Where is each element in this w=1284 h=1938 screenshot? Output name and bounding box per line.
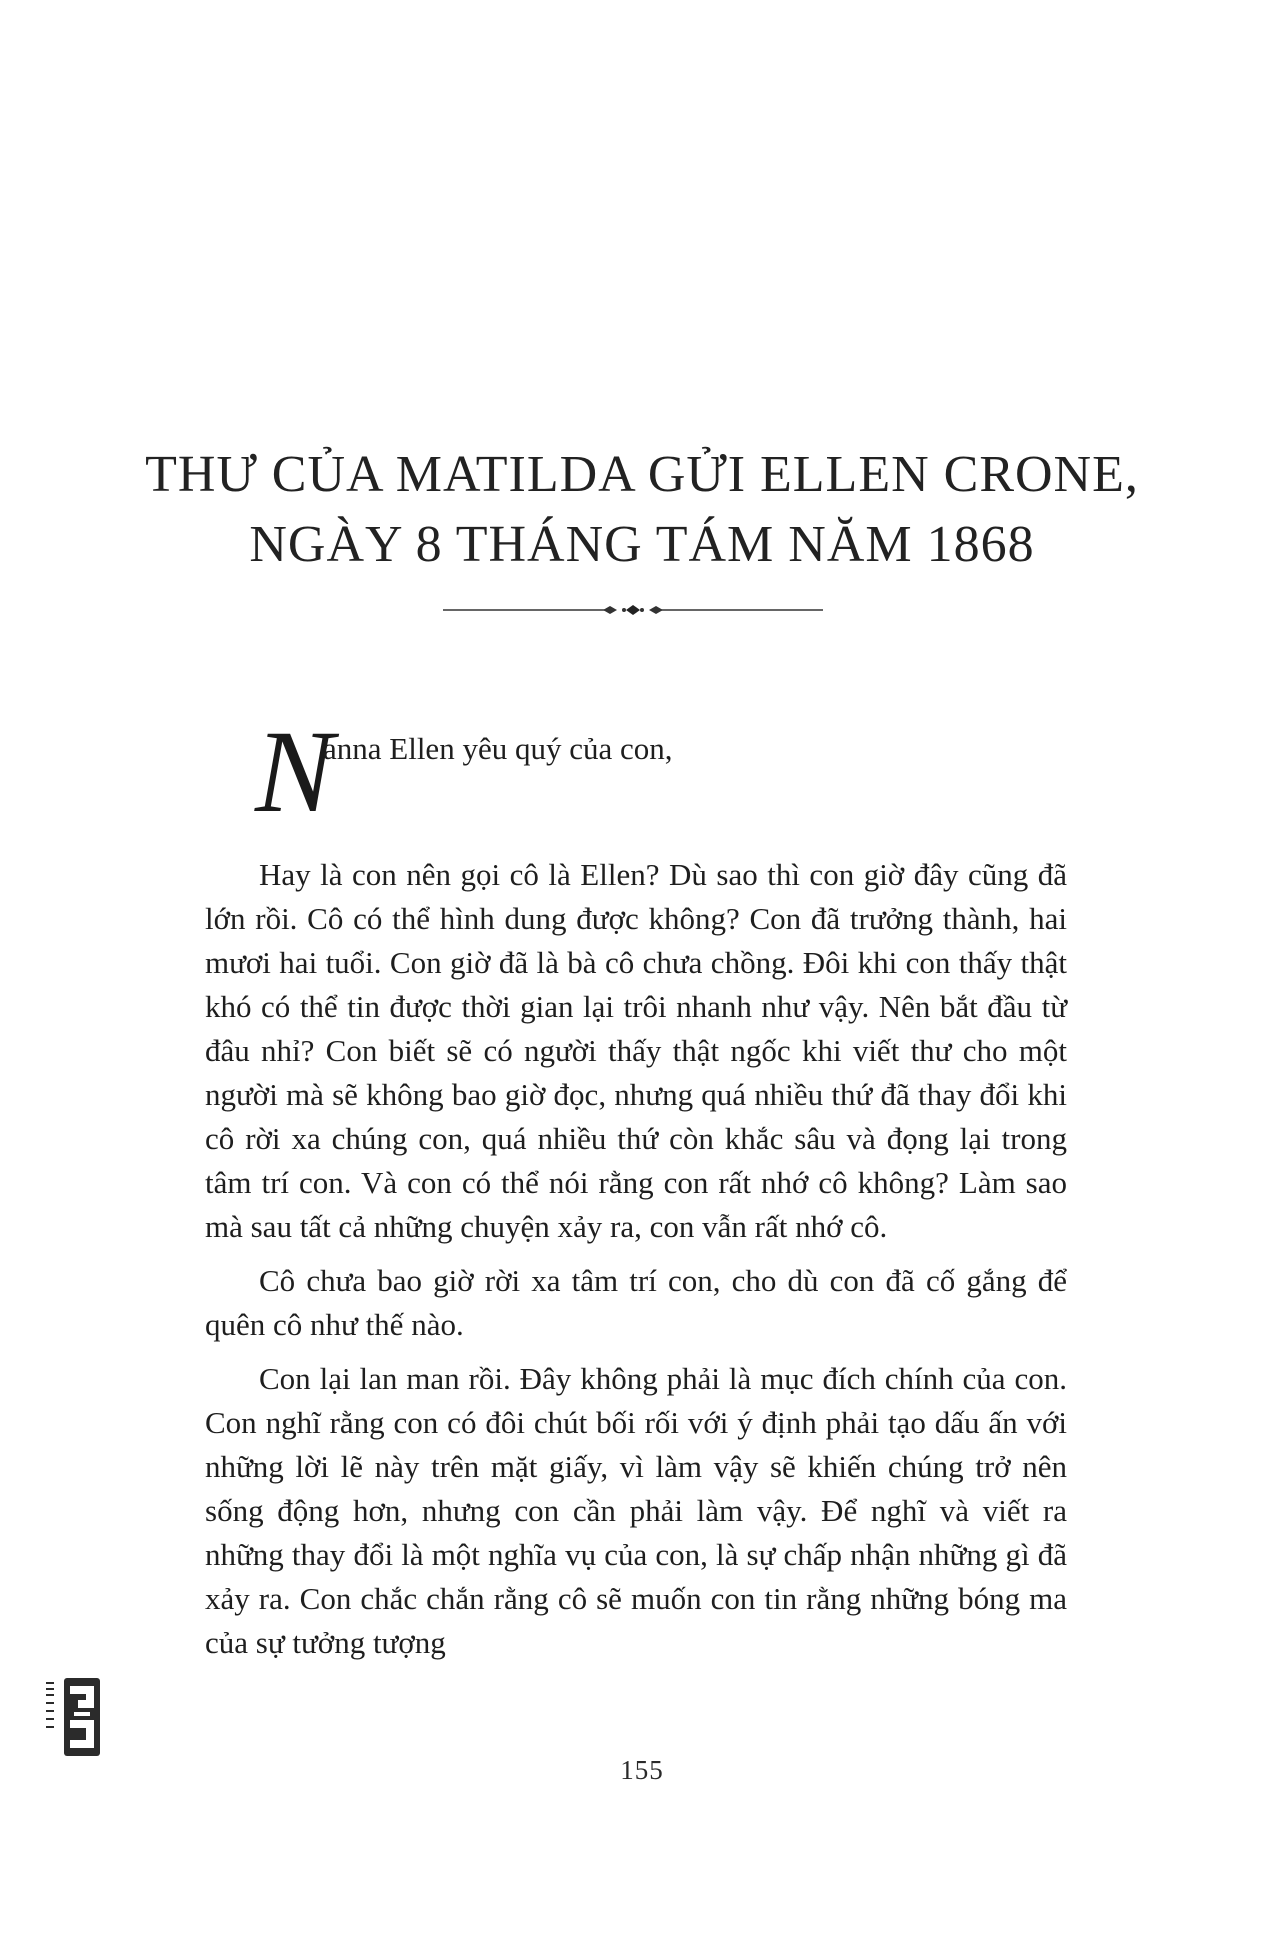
chapter-title-line-2: NGÀY 8 THÁNG TÁM NĂM 1868: [249, 516, 1035, 573]
salutation-text: anna Ellen yêu quý của con,: [323, 731, 673, 766]
salutation: [205, 706, 1067, 853]
letter-body: [205, 706, 1067, 1675]
title-divider-ornament-icon: [443, 600, 823, 620]
chapter-title-line-1: THƯ CỦA MATILDA GỬI ELLEN CRONE,: [145, 446, 1139, 503]
paragraph: Cô chưa bao giờ rời xa tâm trí con, cho dù con đã cố gắng để quên cô như thế nào.: [205, 1263, 1067, 1342]
paragraph: Hay là con nên gọi cô là Ellen? Dù sao thì con giờ đây cũng đã lớn rồi. Cô có thể hình dung được không? Con đã trưởng thành, hai mươi hai tuổi. Con giờ đã là bà cô chưa chồng. Đôi khi con thấy thật khó có thể tin được thời gian lại trôi nhanh như vậy. Nên bắt đầu từ đâu nhỉ? Con biết sẽ có người thấy thật ngốc khi viết thư cho một người mà sẽ không bao giờ đọc, nhưng quá nhiều thứ đã thay đổi khi cô rời xa chúng con, quá nhiều thứ còn khắc sâu và đọng lại trong tâm trí con. Và con có thể nói rằng con rất nhớ cô không? Làm sao mà sau tất cả những chuyện xảy ra, con vẫn rất nhớ cô.: [205, 857, 1067, 1244]
publisher-logo-icon: [40, 1672, 102, 1758]
chapter-title: [0, 440, 1284, 580]
page-number: 155: [620, 1755, 664, 1785]
paragraph: Con lại lan man rồi. Đây không phải là mục đích chính của con. Con nghĩ rằng con có đôi chút bối rối với ý định phải tạo dấu ấn với những lời lẽ này trên mặt giấy, vì làm vậy sẽ khiến chúng trở nên sống động hơn, nhưng con cần phải làm vậy. Để nghĩ và viết ra những thay đổi là một nghĩa vụ của con, là sự chấp nhận những gì đã xảy ra. Con chắc chắn rằng cô sẽ muốn con tin rằng những bóng ma của sự tưởng tượng: [205, 1361, 1067, 1660]
drop-cap: N: [255, 706, 334, 837]
